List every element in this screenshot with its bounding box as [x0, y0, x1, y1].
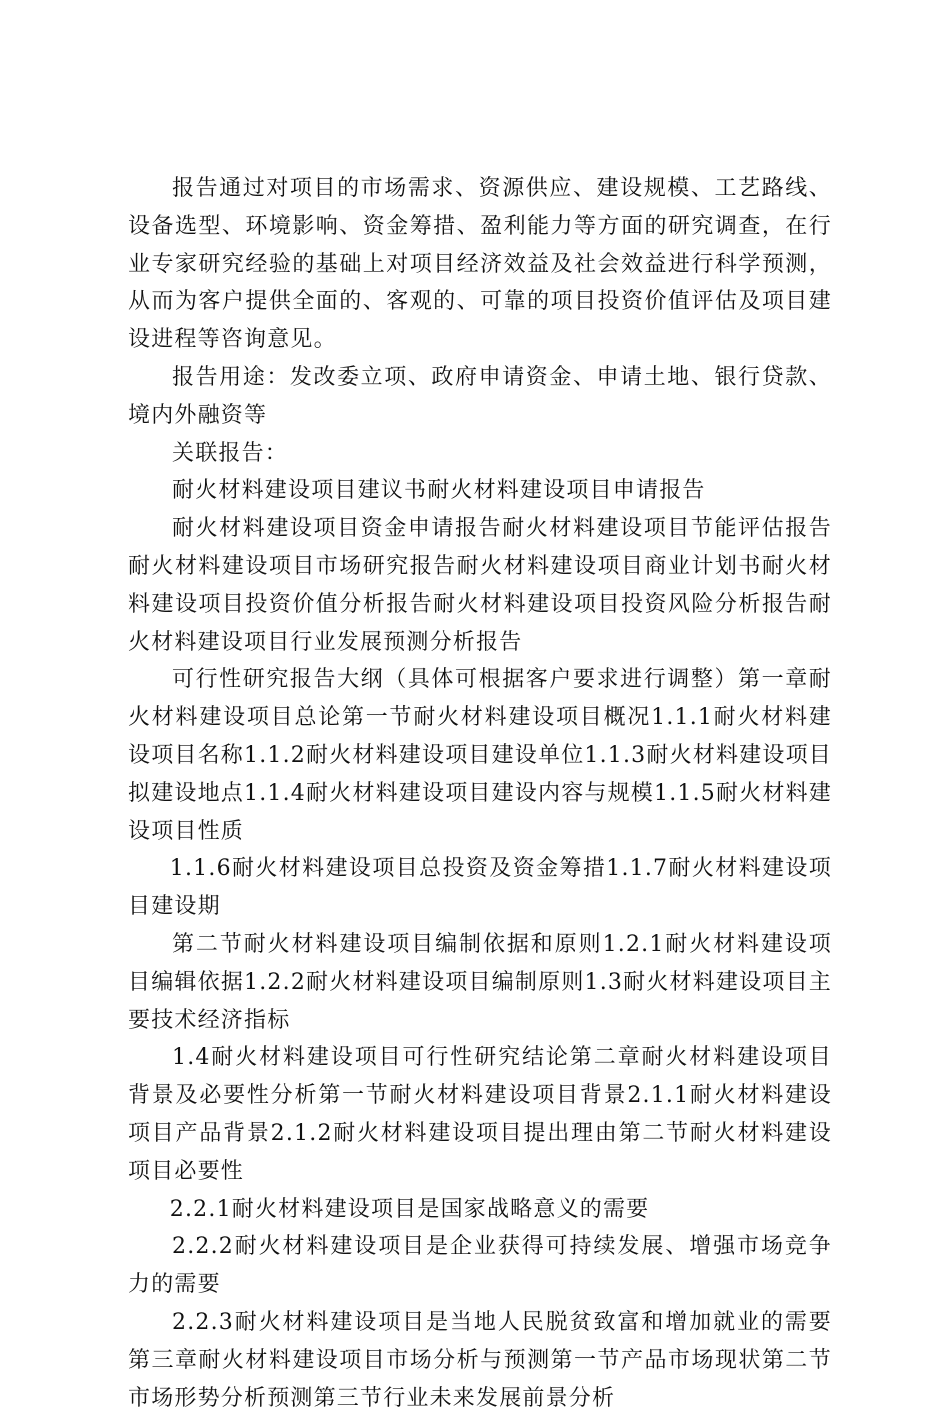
paragraph-report-usage: 报告用途：发改委立项、政府申请资金、申请土地、银行贷款、境内外融资等: [128, 364, 832, 428]
paragraph-related-reports-heading: 关联报告：: [172, 440, 289, 466]
document-body: [128, 170, 832, 1417]
paragraph-outline-2-2-2: 2.2.2耐火材料建设项目是企业获得可持续发展、增强市场竞争力的需要: [128, 1234, 832, 1298]
paragraph-outline-2-2-3: 2.2.3耐火材料建设项目是当地人民脱贫致富和增加就业的需要第三章耐火材料建设项目市场分析与预测第一节产品市场现状第二节市场形势分析预测第三节行业未来发展前景分析: [128, 1309, 832, 1411]
paragraph-related-reports-2: 耐火材料建设项目资金申请报告耐火材料建设项目节能评估报告耐火材料建设项目市场研究报告耐火材料建设项目商业计划书耐火材料建设项目投资价值分析报告耐火材料建设项目投资风险分析报告耐火材料建设项目行业发展预测分析报告: [128, 516, 832, 655]
paragraph-outline-section-2: 第二节耐火材料建设项目编制依据和原则1.2.1耐火材料建设项目编辑依据1.2.2耐火材料建设项目编制原则1.3耐火材料建设项目主要技术经济指标: [128, 931, 832, 1033]
paragraph-outline-chapter-2: 1.4耐火材料建设项目可行性研究结论第二章耐火材料建设项目背景及必要性分析第一节耐火材料建设项目背景2.1.1耐火材料建设项目产品背景2.1.2耐火材料建设项目提出理由第二节耐火材料建设项目必要性: [128, 1045, 832, 1184]
paragraph-outline-1-1-6: 1.1.6耐火材料建设项目总投资及资金筹措1.1.7耐火材料建设项目建设期: [128, 856, 832, 920]
paragraph-outline-2-2-1: 2.2.1耐火材料建设项目是国家战略意义的需要: [169, 1196, 650, 1222]
paragraph-report-overview: 报告通过对项目的市场需求、资源供应、建设规模、工艺路线、设备选型、环境影响、资金筹措、盈利能力等方面的研究调查，在行业专家研究经验的基础上对项目经济效益及社会效益进行科学预测，从而为客户提供全面的、客观的、可靠的项目投资价值评估及项目建设进程等咨询意见。: [128, 176, 832, 353]
paragraph-outline-chapter-1: 可行性研究报告大纲（具体可根据客户要求进行调整）第一章耐火材料建设项目总论第一节耐火材料建设项目概况1.1.1耐火材料建设项目名称1.1.2耐火材料建设项目建设单位1.1.3耐火材料建设项目拟建设地点1.1.4耐火材料建设项目建设内容与规模1.1.5耐火材料建设项目性质: [128, 667, 832, 844]
paragraph-related-reports-1: 耐火材料建设项目建议书耐火材料建设项目申请报告: [172, 478, 706, 504]
